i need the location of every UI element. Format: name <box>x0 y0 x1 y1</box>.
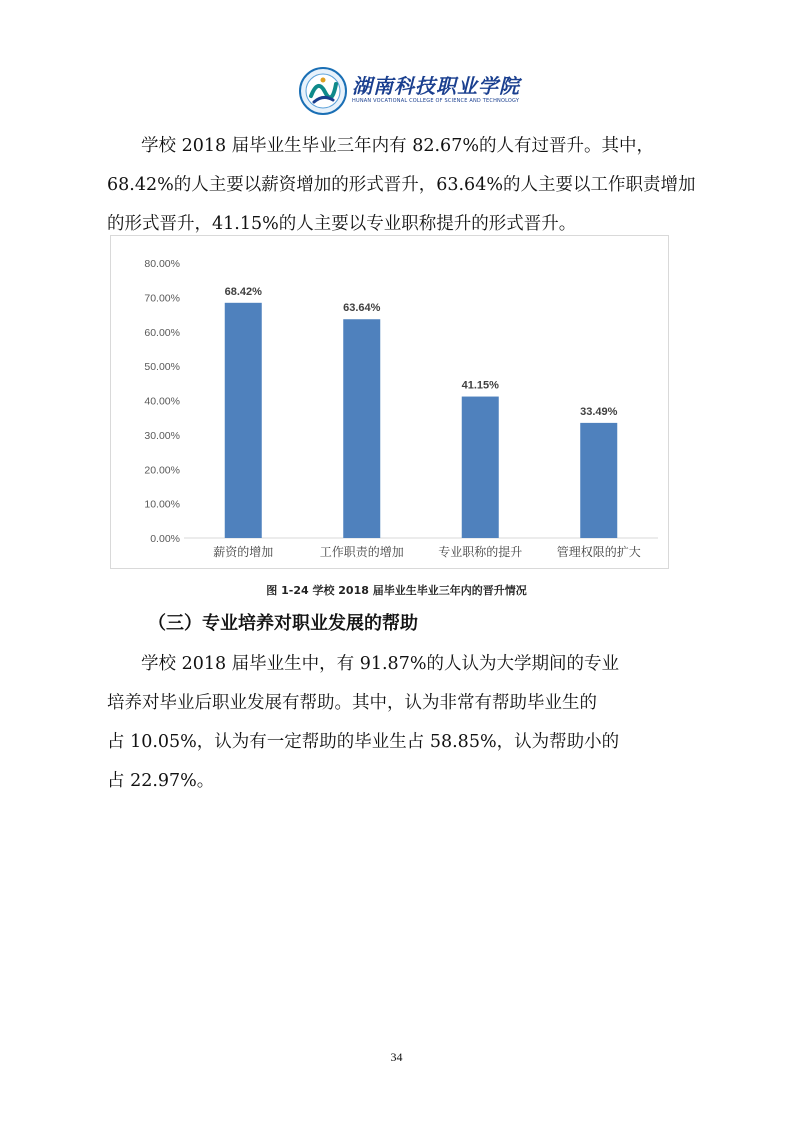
bar <box>462 397 499 538</box>
school-name-english: HUNAN VOCATIONAL COLLEGE OF SCIENCE AND TECHNOLOGY <box>352 98 520 104</box>
paragraph-line: 的形式晋升，41.15%的人主要以专业职称提升的形式晋升。 <box>107 214 577 234</box>
section-heading: （三）专业培养对职业发展的帮助 <box>148 613 418 634</box>
y-tick-label: 20.00% <box>144 464 180 477</box>
figure-caption: 图 1-24 学校 2018 届毕业生毕业三年内的晋升情况 <box>266 584 527 597</box>
paragraph-promotion <box>107 127 707 244</box>
x-tick-label: 工作职责的增加 <box>319 545 404 559</box>
school-logo-icon <box>298 66 348 116</box>
bar <box>225 303 262 538</box>
data-label: 33.49% <box>580 405 618 418</box>
x-tick-label: 管理权限的扩大 <box>556 545 641 559</box>
paragraph-professional-training <box>107 645 707 801</box>
y-tick-label: 10.00% <box>144 498 180 511</box>
data-label: 68.42% <box>224 285 262 298</box>
x-tick-label: 薪资的增加 <box>213 545 274 559</box>
promotion-bar-chart <box>110 235 669 569</box>
paragraph-line: 占 10.05%，认为有一定帮助的毕业生占 58.85%，认为帮助小的 <box>107 732 620 752</box>
data-label: 63.64% <box>343 302 381 315</box>
data-label: 41.15% <box>461 379 499 392</box>
page-number: 34 <box>390 1050 403 1064</box>
paragraph-line: 培养对毕业后职业发展有帮助。其中，认为非常有帮助毕业生的 <box>107 693 597 713</box>
y-tick-label: 0.00% <box>150 533 180 545</box>
page-header <box>0 62 793 120</box>
y-tick-label: 70.00% <box>144 292 180 305</box>
bar <box>580 423 617 538</box>
bar <box>343 319 380 538</box>
x-tick-label: 专业职称的提升 <box>438 545 523 559</box>
y-tick-label: 40.00% <box>144 395 180 408</box>
y-tick-label: 60.00% <box>144 326 180 339</box>
y-tick-label: 50.00% <box>144 361 180 374</box>
school-name: 湖南科技职业学院 <box>352 74 520 98</box>
paragraph-line: 68.42%的人主要以薪资增加的形式晋升，63.64%的人主要以工作职责增加 <box>107 175 696 195</box>
chart-canvas <box>111 236 670 570</box>
paragraph-line: 学校 2018 届毕业生毕业三年内有 82.67%的人有过晋升。其中， <box>141 136 654 156</box>
paragraph-line: 占 22.97%。 <box>107 771 215 791</box>
y-tick-label: 80.00% <box>144 258 180 270</box>
paragraph-line: 学校 2018 届毕业生中，有 91.87%的人认为大学期间的专业 <box>141 654 619 674</box>
y-tick-label: 30.00% <box>144 429 180 442</box>
